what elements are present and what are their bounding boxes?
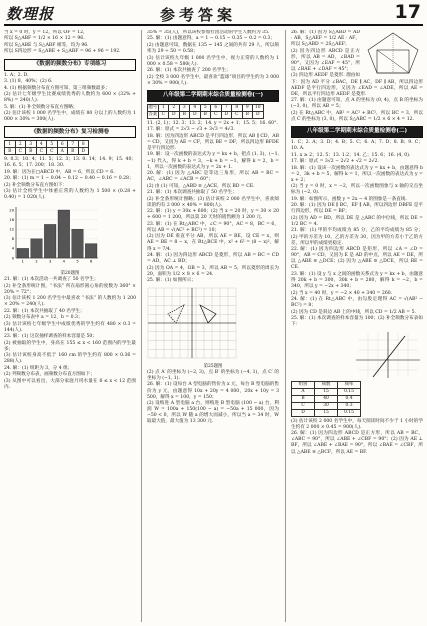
table-cell: 4 xyxy=(36,141,47,148)
answer-paragraph: 当 x = 0 时，y = 12，所以 OF = 12， xyxy=(4,30,88,35)
table-cell: 5 xyxy=(47,141,58,148)
answer-paragraph: (3) 估计该校身高不低于 160 cm 的学生约有 800 × 0.36 = 288(人). xyxy=(4,353,136,365)
answer-paragraph: 25. 解：(1) 如图所示； xyxy=(147,278,196,284)
table-cell: 答案 xyxy=(148,112,158,118)
table-header-cell: 频数 xyxy=(315,381,338,388)
table-cell: 4 xyxy=(190,104,201,111)
x-tick-label: 3 xyxy=(49,259,52,264)
answer-paragraph: (2) 设购进 A 型电脑 a 台，则购进 B 型电脑 (100 − a) 台，利润 W = 100a + 150(100 − a) = −50a + 15 000，因为 −50 < 0，所以 W 随 a 的增大而减小，所以当 a = 34 时，W 取最大值，最大值为 13 300 元. xyxy=(147,401,279,425)
table-cell: C xyxy=(211,111,222,118)
answer-paragraph: 23. 解：(1) 设 y 与 x 之间的函数关系式为 y = kx + b，由题意得 20k + b = 300，30k + b = 280，解得 k = −2，b = 340，所以 y = −2x + 340； xyxy=(291,271,423,290)
answer-paragraph: (2) 补全频数分布直方图如下： xyxy=(4,182,68,188)
answer-paragraph: 23. 解：(1) 这次抽样调查的样本容量是 50； xyxy=(4,334,97,340)
table-cell: 6 xyxy=(57,141,68,148)
answer-paragraph: 21. 解：(1) 本次调查共抽取了 50 名学生； xyxy=(147,190,237,196)
answer-block xyxy=(291,419,423,456)
table-row xyxy=(292,388,361,395)
answer-paragraph: 17. 解：原式 = 3√2 − 2√2 + √2 = 2√2. xyxy=(291,159,379,165)
table-cell: 题号 xyxy=(148,105,158,111)
answer-block xyxy=(291,140,423,328)
column-1 xyxy=(4,30,136,622)
histogram-bar xyxy=(31,239,43,258)
page-header xyxy=(0,0,427,26)
table-cell: D xyxy=(78,148,89,155)
answer-paragraph: (2) 因为 DE 垂直平分 AB，所以 AE = BE，设 CE = x，则 AE = BE = 8 − x，在 Rt△BCE 中，x² + 6² = (8 − x)²，解得 x = 7/4. xyxy=(147,234,279,252)
table-row xyxy=(292,395,361,402)
answer-paragraph: 21. 解：(1) 甲的平均成绩为 85 分，乙的平均成绩为 85 分；(2) 甲的方差为 10，乙的方差为 30，因为甲的方差小于乙的方差，所以甲的成绩更稳定. xyxy=(291,228,423,246)
table-cell: 30 xyxy=(315,402,338,409)
histogram-bar xyxy=(58,210,70,258)
answer-paragraph: (3) 估计该校 1 200 名学生中最喜欢 “书法” 的人数约为 1 200 × 20% = 240(人). xyxy=(4,296,136,308)
histogram-bar xyxy=(72,229,84,258)
table-cell: D xyxy=(253,111,264,118)
table-cell: B xyxy=(242,111,253,118)
table-cell: D xyxy=(221,111,232,118)
reflected-triangle-shape xyxy=(168,305,184,323)
table-cell: 0.4 xyxy=(338,395,361,402)
answer-paragraph: 35% = 35(人)，所以该校参加社团活动的学生人数约为 35. xyxy=(147,30,270,35)
answer-paragraph: 所以 S△ABE 与 S△ABF 相等，均为 96. xyxy=(4,42,89,48)
table-cell: B xyxy=(292,395,315,402)
x-tick-label: 1 xyxy=(21,259,24,264)
answer-paragraph: 26. 解：(1) 因为四边形 ABCD 是正方形，所以 AB = BC，∠ABC = 90°，所以 ∠ABE + ∠CBF = 90°；(2) 因为 AE ⊥ BF，所以 ∠ABE + ∠BAE = 90°，所以 ∠BAE = ∠CBF，所以 △ABE ≌ △BCF，所以 AE = BF. xyxy=(291,431,423,455)
answer-paragraph: (2) 点 A′ 的坐标为 (−2, 3)，点 B′ 的坐标为 (−4, 1)，点 C′ 的坐标为 (−1, 1). xyxy=(147,369,279,381)
triangle-shape xyxy=(200,305,216,323)
answer-paragraph: 1. C；2. A；3. D；4. B；5. C；6. A；7. D；8. B；9. C；10. A. xyxy=(291,139,423,152)
section-title: 八年级第二学期期末综合质量检测卷(二) xyxy=(291,126,423,138)
table-cell: C xyxy=(47,148,58,155)
answer-paragraph: 26. 解：(1) 因为 S△ABD = AD · AB，S△AEF = 1/2 AE · AF，所以 S△ABD = 2S△AEF； xyxy=(291,30,360,48)
answer-paragraph: (2) 因为 OA = 4，OB = 3，所以 AB = 5，所以菱形的周长为 20，面积为 1/2 × 8 × 6 = 24. xyxy=(147,265,279,277)
table-cell: C xyxy=(158,111,169,118)
answer-paragraph: 11. (2, 1)；12. 3；13. 2；14. y = 2x + 1；15. 5；16. 60°. xyxy=(147,120,278,126)
table-cell: 2 xyxy=(15,141,26,148)
answer-paragraph: (2) 因为 CD 是斜边 AB 上的中线，所以 CD = 1/2 AB = 5. xyxy=(291,309,416,315)
table-cell: 8 xyxy=(78,141,89,148)
y-tick-label: 20 xyxy=(9,208,14,213)
answer-paragraph: 23. 解：(1) 在 Rt△ABC 中，∠C = 90°，AC = 8，BC = 6，所以 AB = √(AC² + BC²) = 10； xyxy=(147,221,279,233)
answer-paragraph: 21. 解：(1) 本次活动一共调查了 50 名学生； xyxy=(4,277,99,283)
answer-block xyxy=(4,277,136,391)
histogram-bar xyxy=(44,224,56,258)
answer-paragraph: 19. 解：设一次函数的表达式为 y = kx + b，把点 (1, 3)，(−1, −1) 代入，得 k + b = 3，−k + b = −1，解得 k = 2，b = 1，所以一次函数的表达式为 y = 2x + 1. xyxy=(147,152,279,170)
table-cell: C xyxy=(15,148,26,155)
table-cell: 7 xyxy=(68,141,79,148)
table-cell: 3 xyxy=(26,141,37,148)
table-cell: 8 xyxy=(232,104,243,111)
answer-paragraph: (2) 当 y = 0 时，x = −2，所以一次函数图象与 x 轴的交点坐标为 (−2, 0). xyxy=(291,184,423,196)
histogram-bar xyxy=(85,243,97,257)
table-row xyxy=(148,111,264,118)
table-row xyxy=(292,409,361,416)
answer-block xyxy=(147,121,279,285)
answer-paragraph: (2) 估计七年级学生比赛成绩优秀的人数约为 600 × (32% + 8%) = 240(人). xyxy=(4,92,136,104)
answer-paragraph: (2) 由题意可知，数据在 135 ~ 145 之间的共有 29 人，所以频率为 29 ÷ 50 = 0.58； xyxy=(147,42,279,55)
answer-paragraph: 22. 解：(1) y = 30x + 600；(2) 当 x = 20 时，y = 30 × 20 + 600 = 1 200，所以第 20 天时的销售额为 1 200 元. xyxy=(147,209,279,221)
answer-paragraph: (3) 估计该校 2 000 名学生中，每天阅读时间不少于 1 小时的学生约有 2 000 × 0.45 = 900(人). xyxy=(291,418,423,430)
x-tick-label: 4 xyxy=(62,259,65,264)
answer-paragraph: 25. 解：(1) 由题意得，a = 1 − 0.15 − 0.35 − 0.2 = 0.3； xyxy=(147,36,276,42)
answer-paragraph: (2) 被抽取的学生中，身高在 155 ≤ x < 160 范围内的学生最多； xyxy=(4,340,136,352)
answer-paragraph: (3) 估计该校七年级学生中成绩优秀的学生约有 480 × 0.3 = 144(人). xyxy=(4,321,136,333)
answer-paragraph: 18. 解：因为四边形 ABCD 是平行四边形，所以 AB ∥ CD，AB = CD，又因为 AE = CF，所以 BE = DF，所以四边形 BFDE 是平行四边形. xyxy=(147,133,279,151)
answer-paragraph: (2) 频数分布表中 a = 12，b = 0.3； xyxy=(4,315,83,321)
answer-paragraph: 3. (1) 8，40%；(2) 6. xyxy=(4,79,53,85)
table-cell: C xyxy=(232,111,243,118)
answer-paragraph: (3) 从图中可以看出，大部分家庭月用水量在 6 ≤ x < 12 范围内. xyxy=(4,378,136,390)
table-row xyxy=(148,104,264,111)
answer-paragraph: 19. 解：如图所示，函数 y = 2x − 4 的图象是一条直线. xyxy=(291,196,407,202)
table-cell: B xyxy=(5,148,16,155)
table-cell: 3 xyxy=(179,104,190,111)
table-header-row xyxy=(292,381,361,388)
table-cell: D xyxy=(169,111,180,118)
answer-paragraph: 18. 解：(1) 设该一次函数的表达式为 y = kx + b，由题意得 b = 2，3k + b = 5，解得 k = 1，所以一次函数的表达式为 y = x + 2； xyxy=(291,165,423,183)
table-row xyxy=(292,402,361,409)
figure-caption: 第25题图 xyxy=(203,363,223,369)
page-title: 参考答案 xyxy=(160,6,237,24)
y-tick-label: 12 xyxy=(9,227,14,232)
table-cell: 0.15 xyxy=(338,388,361,395)
answer-paragraph: 25. 解：(1) 本次调查的样本容量为 100；(2) 补全频数分布表如下： xyxy=(291,316,423,328)
page-number: 17 xyxy=(394,1,421,23)
table-cell: A xyxy=(57,148,68,155)
x-tick-label: 2 xyxy=(35,259,38,264)
table-header-cell: 频率 xyxy=(338,381,361,388)
answer-paragraph: (3) 估计该校九年级 1 000 名学生中，视力正常的人数约为 1 000 × 0.58 = 580(人). xyxy=(147,55,279,67)
answer-paragraph: 22. 解：(1) 因为四边形 ABCD 是矩形，所以 ∠A = ∠D = 90°，AB = CD，又因为 E 是 AD 的中点，所以 AE = DE，所以 △ABE ≌ △DCE；(2) 因为 △ABE ≌ △DCE，所以 BE = CE. xyxy=(291,247,423,271)
table-cell: 0.15 xyxy=(338,409,361,416)
table-cell: 6 xyxy=(211,104,222,111)
x-tick-label: 6 xyxy=(90,259,93,264)
answer-paragraph: (2) 估计该校 1 000 名学生中，成绩在 80 分以上的人数约为 1 000 × 30% = 300(人). xyxy=(4,111,136,123)
x-tick-label: 5 xyxy=(76,259,79,264)
answer-paragraph: (2) 全校 3 000 名学生中，最喜欢“篮球”项目的学生约为 3 000 × 30% = 900(人). xyxy=(147,74,279,86)
y-tick-label: 0 xyxy=(11,256,14,261)
table-header-cell: 组别 xyxy=(292,381,315,388)
table-cell: 0.3 xyxy=(338,402,361,409)
answer-paragraph: (2) 因为四边形 ABCD 是正方形，所以 AB = AD，∠BAD = 90°，又因为 ∠EAF = 45°，所以 ∠BAE + ∠DAF = 45°； xyxy=(291,48,360,72)
histogram-chart xyxy=(4,204,104,266)
table-cell: B xyxy=(179,111,190,118)
answer-paragraph: (2) 当 x = 40 时，y = −2 × 40 + 340 = 260. xyxy=(291,290,393,296)
answer-paragraph: 19. 解：因为在□ABCD 中，AB = 6，所以 CD = 6. xyxy=(4,169,115,175)
answer-paragraph: 4. (1) 根据频数分布直方图可知，第三组频数最多； xyxy=(4,85,110,91)
header-rule xyxy=(4,24,423,26)
answer-paragraph: 所以 S四边形 = S△ABE + S△ABF = 96 + 96 = 192. xyxy=(4,49,121,55)
table-cell: D xyxy=(190,111,201,118)
table-cell: B xyxy=(68,148,79,155)
table-cell: 7 xyxy=(221,104,232,111)
answer-paragraph: 20. 解：(1) m = 1 − 0.04 − 0.12 − 0.40 − 0.16 = 0.28； xyxy=(4,176,134,182)
table-cell: 2 xyxy=(169,104,180,111)
answer-paragraph: 24. 解：(1) 组距为 3，分 4 组； xyxy=(4,365,73,371)
table-cell: B xyxy=(26,148,37,155)
function-graph-figure xyxy=(353,330,423,380)
table-cell: 5 xyxy=(200,104,211,111)
figure-caption: 第20题图 xyxy=(60,270,80,276)
answer-paragraph: 1. A；2. D. xyxy=(4,72,29,78)
answer-paragraph: (2) 在 Rt△ABC 中，AB² = AC² + BC²，所以 BC = 3，所以点 C 的坐标为 (3, 0)，所以 S△ABC = 1/2 × 6 × 4 = 12. xyxy=(291,110,423,122)
table-cell: B xyxy=(200,111,211,118)
table-cell: 10 xyxy=(253,104,264,111)
answer-paragraph: 所以 S△ABF = 1/2 × 16 × 12 = 96. xyxy=(4,36,85,42)
answer-block xyxy=(4,30,136,56)
answer-paragraph: 11. x ≥ 2；12. 5；13. 1.2；14. 乙；15. 6；16. (4, 0). xyxy=(291,152,411,158)
publication-logo: 数理报 xyxy=(6,5,55,23)
table-cell: 9 xyxy=(242,104,253,111)
answer-paragraph: (2) 补全条形统计图略；(3) 估计该校 2 000 名学生中，喜欢阅读的约有 2 000 × 40% = 800(人). xyxy=(147,196,279,208)
table-cell: A xyxy=(292,388,315,395)
table-cell: D xyxy=(292,409,315,416)
column-3 xyxy=(291,30,423,622)
answer-block xyxy=(147,30,279,87)
square-diagram-figure xyxy=(363,30,423,76)
answer-paragraph: (2) 因为 AD = BD，所以 DE 是 △ABC 的中位线，所以 DE = 1/2 BC = 4. xyxy=(291,215,423,227)
table-cell: C xyxy=(36,148,47,155)
answer-paragraph: 5. 解：(1) 补全频数分布直方图略； xyxy=(4,104,78,110)
answer-paragraph: (2) 列频数分布表，画频数分布直方图如下； xyxy=(4,372,95,378)
table-cell: 1 xyxy=(158,104,169,111)
answer-paragraph: (3) 估计全校学生中体重正常的人数约为 1 500 × (0.28 + 0.40) = 1 020(人). xyxy=(4,189,136,201)
y-tick-label: 8 xyxy=(11,236,14,241)
answer-paragraph: 20. 解：(1) 因为 △ABC 是等边三角形，所以 AB = BC = AC，∠ABC = ∠ACB = 60°； xyxy=(147,171,279,183)
answer-paragraph: 24. 解：(1) 在 Rt△ABC 中，由勾股定理得 AC = √(AB² − BC²) = 8； xyxy=(291,297,423,309)
column-divider-2 xyxy=(285,30,286,622)
answer-paragraph: 20. 解：(1) 因为 DE ∥ BC，EF ∥ AB，所以四边形 DBFE 是平行四边形，所以 DE = BF； xyxy=(291,203,423,215)
table-row xyxy=(5,141,89,148)
answer-paragraph: 26. 解：(1) 本次共抽查了 200 名学生； xyxy=(147,68,231,74)
answer-paragraph: 9. 0.3；10. 4；11. 5；12. 3；13. 0. 14；14. 9；15. 40；16. 6. 5；17. 200；18. 30. xyxy=(4,157,136,169)
column-2 xyxy=(147,30,279,622)
answer-block xyxy=(147,370,279,426)
histogram-bar xyxy=(17,248,29,258)
y-tick-label: 16 xyxy=(9,217,14,222)
section-title: 《数据的频数分布》专项练习 xyxy=(4,59,136,71)
answer-table xyxy=(147,104,264,119)
y-tick-label: 4 xyxy=(11,246,14,251)
answer-block xyxy=(4,73,136,124)
column-divider-1 xyxy=(141,30,142,622)
answer-block xyxy=(4,157,136,201)
answer-paragraph: 26. 解：(1) 设每台 A 型电脑的售价为 x 元，每台 B 型电脑的售价为 y 元，由题意得 10x + 20y = 4 000，20x + 10y = 3 500，解得 x = 100，y = 150； xyxy=(147,382,279,400)
table-row xyxy=(5,148,89,155)
section-title: 《数据的频数分布》复习检测卷 xyxy=(4,126,136,138)
table-cell: 1 xyxy=(5,141,16,148)
frequency-table xyxy=(291,381,361,417)
table-cell: 15 xyxy=(315,388,338,395)
table-cell: C xyxy=(292,402,315,409)
answer-paragraph: (3) 四边形 AEDF 是菱形. 理由如下：因为 AD 平分 ∠BAC，DE ∥ AC，DF ∥ AB，所以四边形 AEDF 是平行四边形，又因为 ∠EAD = ∠ADE，所以 AE = DE，所以平行四边形 AEDF 是菱形. xyxy=(291,73,423,97)
table-cell: 40 xyxy=(315,395,338,402)
section-title: 八年级第二学期期末综合质量检测卷(一) xyxy=(147,90,279,102)
answer-paragraph: (2) 补全条形统计图，“书法” 所在扇形圆心角的度数为 360° × 20% = 72°； xyxy=(4,283,136,295)
answer-paragraph: 22. 解：(1) 本次共抽取了 40 名学生； xyxy=(4,308,85,314)
coordinate-grid-figure xyxy=(147,287,237,359)
answer-paragraph: 17. 解：原式 = 2√3 − √3 + 3√3 = 4√3. xyxy=(147,127,235,133)
answer-table xyxy=(4,140,89,155)
answer-paragraph: 24. 解：(1) 因为四边形 ABCD 是菱形，所以 AB = BC = CD = AD，AC ⊥ BD； xyxy=(147,253,279,265)
answer-paragraph: (2) 由 (1) 可知，△ABD ≌ △ACE，所以 BD = CE. xyxy=(147,183,255,189)
table-cell: 15 xyxy=(315,409,338,416)
answer-paragraph: 27. 解：(1) 由题意可知，点 A 的坐标为 (0, 4)，点 B 的坐标为 (−3, 0)，所以 AB = 5； xyxy=(291,98,423,110)
